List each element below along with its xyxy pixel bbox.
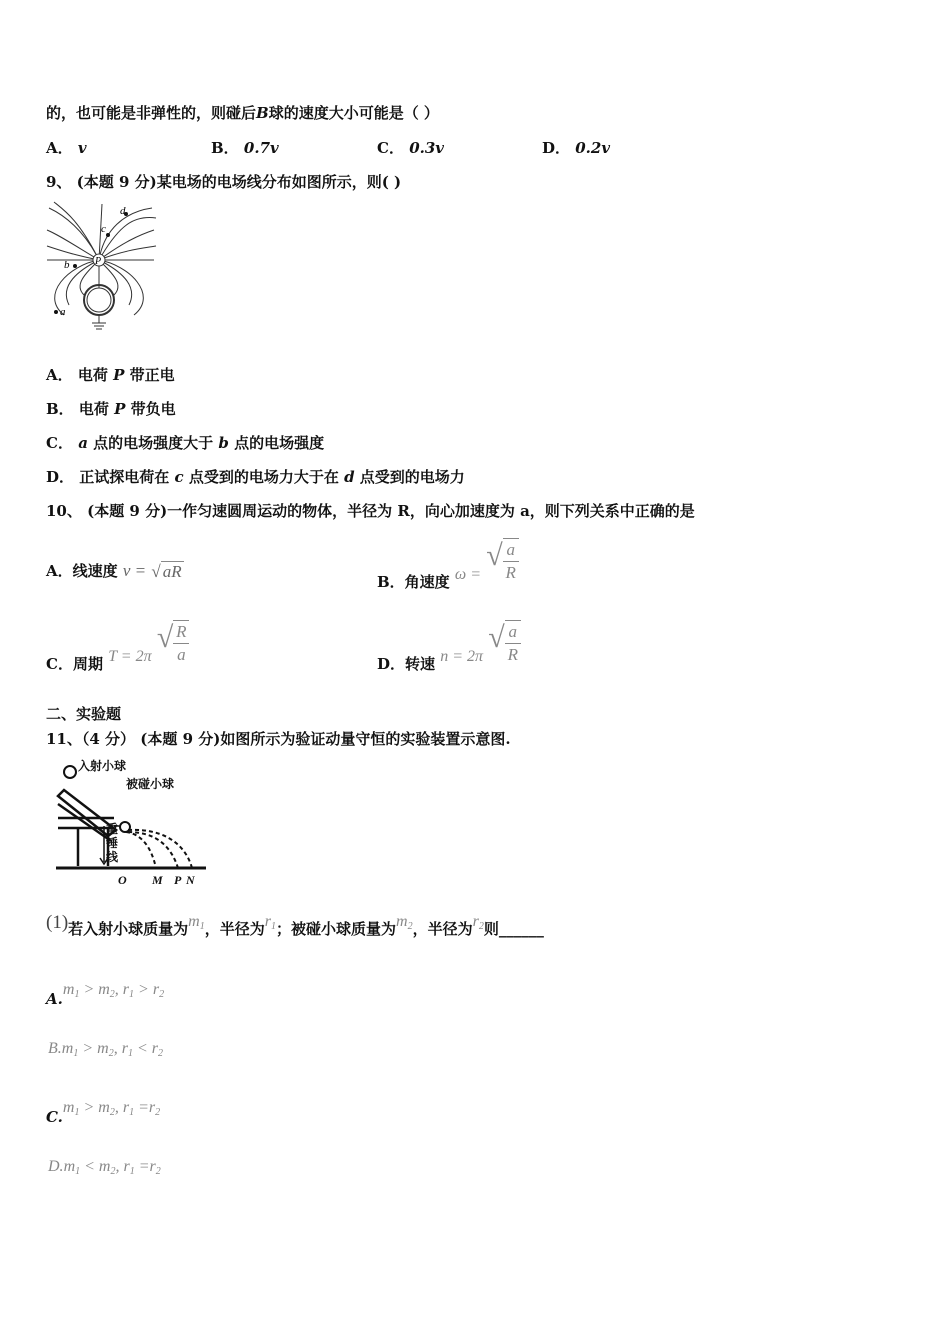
- sqrt-sign: √ aR: [151, 562, 182, 581]
- q11-stem: 11、（4 分） (本题 9 分)如图所示为验证动量守恒的实验装置示意图.: [46, 730, 511, 748]
- q9-option-a: A． 电荷 P 带正电: [46, 366, 175, 384]
- q10-option-c: C．周期 T = 2π √ $\frac{R}{a}$: [46, 620, 189, 666]
- label-a: a: [60, 306, 66, 318]
- label-incident-ball: 入射小球: [78, 759, 127, 773]
- label-b: b: [64, 259, 70, 271]
- q10-option-a: A．线速度 v = √ aR: [46, 561, 182, 581]
- q8-option-d: D． 0.2v: [542, 139, 611, 157]
- q11-part1: (1)若入射小球质量为$m_1$，半径为$r_1$；被碰小球质量为$m_2$，半径为$r_2$则______: [46, 912, 544, 938]
- q9-option-c: C． a 点的电场强度大于 b 点的电场强度: [46, 434, 325, 452]
- q8-stem-tail: 的，也可能是非弹性的，则碰后B球的速度大小可能是（ ）: [46, 104, 439, 122]
- q11-choice-a: $A.m_1 > m_2$, $r_1 > r_2$: [46, 981, 165, 1008]
- q9-stem: 9、 (本题 9 分)某电场的电场线分布如图所示，则( ): [46, 173, 402, 191]
- q9-option-d: D． 正试探电荷在 c 点受到的电场力大于在 d 点受到的电场力: [46, 468, 465, 486]
- momentum-apparatus-figure: [56, 756, 206, 888]
- q10-option-d: D．转速 n = 2π √ $\frac{a}{R}$: [377, 620, 521, 666]
- label-c: c: [101, 223, 106, 235]
- q10-option-b: B．角速度 ω = √ $\frac{a}{R}$: [377, 538, 519, 584]
- label-n: N: [186, 873, 195, 887]
- q8-option-a: A． v: [46, 139, 87, 157]
- q10-stem: 10、 (本题 9 分)一作匀速圆周运动的物体，半径为 R，向心加速度为 a，则下列关系中正确的是: [46, 502, 695, 520]
- label-plumb-1: 重: [106, 822, 119, 836]
- label-plumb-3: 线: [106, 850, 119, 864]
- label-target-ball: 被碰小球: [126, 777, 175, 791]
- q11-choice-c: $C.m_1 > m_2$, $r_1 =r_2$: [46, 1099, 161, 1126]
- label-d: d: [120, 205, 126, 217]
- q8-option-b: B． 0.7v: [211, 139, 279, 157]
- q11-choice-d: $D.m_1 < m_2$, $r_1 =r_2$: [48, 1158, 161, 1177]
- section-title: 二、实验题: [46, 705, 122, 723]
- label-o: O: [118, 873, 127, 887]
- q8-option-c: C． 0.3v: [377, 139, 444, 157]
- label-plumb-2: 锤: [106, 836, 119, 850]
- electric-field-figure: [44, 200, 159, 330]
- label-m: M: [152, 873, 163, 887]
- label-p: P: [174, 873, 182, 887]
- label-p: P: [95, 256, 102, 267]
- q11-choice-b: $B.m_1 > m_2$, $r_1 < r_2$: [48, 1040, 163, 1059]
- q9-option-b: B． 电荷 P 带负电: [46, 400, 176, 418]
